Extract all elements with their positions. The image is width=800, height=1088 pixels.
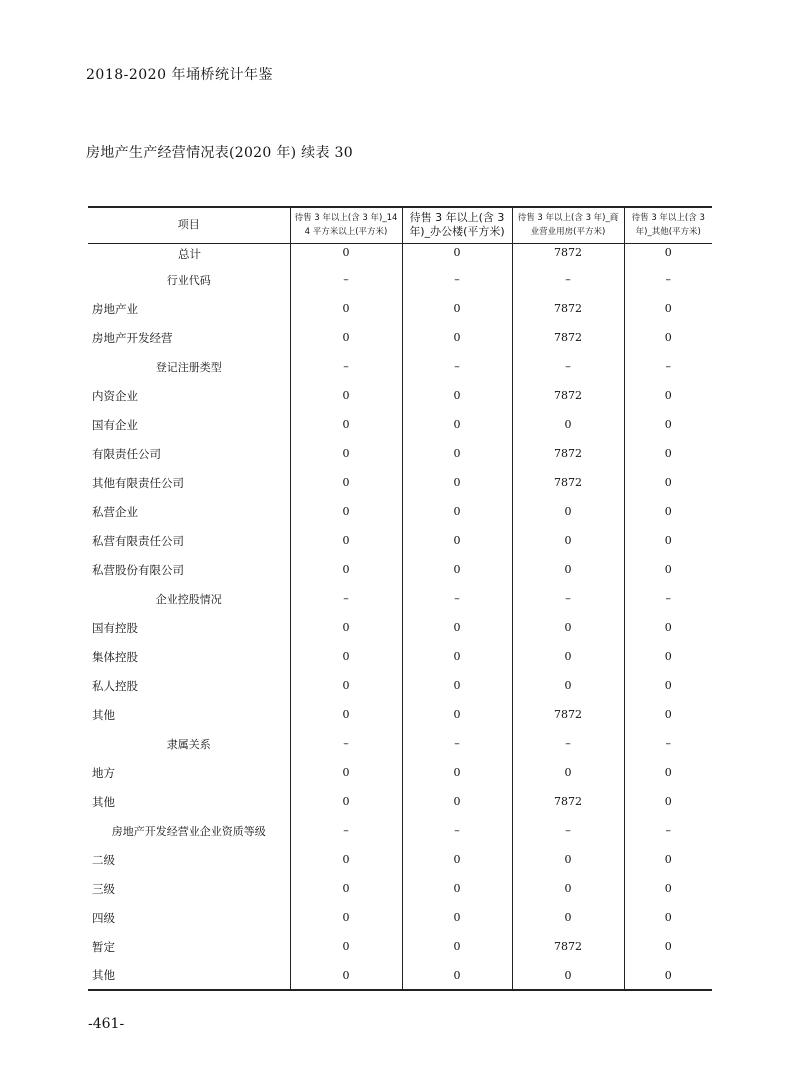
table-row xyxy=(88,294,712,323)
cell-value: – xyxy=(402,352,512,381)
row-label: 有限责任公司 xyxy=(92,446,161,461)
row-label: 私营股份有限公司 xyxy=(92,562,184,577)
cell-value: 7872 xyxy=(512,787,624,816)
cell-value: 7872 xyxy=(512,381,624,410)
cell-value: 0 xyxy=(624,243,712,265)
cell-value: 0 xyxy=(402,468,512,497)
cell-value: 0 xyxy=(290,961,402,990)
table-row xyxy=(88,874,712,903)
cell-value: 7872 xyxy=(512,323,624,352)
cell-value: 0 xyxy=(290,758,402,787)
table-row xyxy=(88,468,712,497)
row-label: 其他 xyxy=(92,707,115,722)
column-header-office: 待售 3 年以上(含 3 年)_办公楼(平方米) xyxy=(402,207,512,243)
table-row xyxy=(88,642,712,671)
table-row xyxy=(88,352,712,381)
column-header-other: 待售 3 年以上(含 3 年)_其他(平方米) xyxy=(624,207,712,243)
row-label: 房地产开发经营 xyxy=(92,330,173,345)
cell-value: 0 xyxy=(402,613,512,642)
cell-value: 0 xyxy=(290,700,402,729)
cell-value: 0 xyxy=(512,526,624,555)
row-label: 其他 xyxy=(88,961,290,990)
statistics-table xyxy=(88,206,712,991)
cell-value: 0 xyxy=(624,439,712,468)
cell-value: 0 xyxy=(624,381,712,410)
cell-value: 0 xyxy=(402,932,512,961)
cell-value: 0 xyxy=(402,243,512,265)
table-row xyxy=(88,845,712,874)
row-group-heading: 企业控股情况 xyxy=(155,592,222,606)
cell-value: 0 xyxy=(290,468,402,497)
table-row xyxy=(88,961,712,990)
cell-value: – xyxy=(512,816,624,845)
table-row xyxy=(88,729,712,758)
row-label: 私人控股 xyxy=(92,678,138,693)
cell-value: 0 xyxy=(290,613,402,642)
cell-value: 0 xyxy=(624,497,712,526)
cell-value: 0 xyxy=(512,555,624,584)
cell-value: – xyxy=(402,265,512,294)
row-group-heading: 登记注册类型 xyxy=(155,360,222,374)
cell-value: 0 xyxy=(512,671,624,700)
cell-value: 0 xyxy=(402,671,512,700)
cell-value: 0 xyxy=(624,555,712,584)
table-row xyxy=(88,526,712,555)
running-header: 2018-2020 年埇桥统计年鉴 xyxy=(86,67,273,83)
table-header-row xyxy=(88,207,712,243)
table-row xyxy=(88,381,712,410)
table-row xyxy=(88,323,712,352)
row-label: 总计 xyxy=(178,246,201,261)
cell-value: 0 xyxy=(402,323,512,352)
row-label: 私营有限责任公司 xyxy=(92,533,184,548)
cell-value: – xyxy=(624,816,712,845)
cell-value: 0 xyxy=(512,642,624,671)
cell-value: 0 xyxy=(624,903,712,932)
cell-value: – xyxy=(624,729,712,758)
cell-value: 0 xyxy=(290,555,402,584)
cell-value: – xyxy=(512,729,624,758)
table-body xyxy=(88,243,712,990)
cell-value: 0 xyxy=(402,642,512,671)
cell-value: 0 xyxy=(512,758,624,787)
cell-value: 0 xyxy=(402,439,512,468)
cell-value: 0 xyxy=(402,700,512,729)
column-header-commercial: 待售 3 年以上(含 3 年)_商业营业用房(平方米) xyxy=(512,207,624,243)
cell-value: 0 xyxy=(624,874,712,903)
cell-value: 0 xyxy=(402,555,512,584)
cell-value: 0 xyxy=(290,903,402,932)
cell-value: 0 xyxy=(290,642,402,671)
cell-value: – xyxy=(624,584,712,613)
table-row xyxy=(88,497,712,526)
cell-value: 0 xyxy=(290,497,402,526)
row-label: 国有控股 xyxy=(92,620,138,635)
cell-value: 0 xyxy=(624,642,712,671)
cell-value: 0 xyxy=(290,439,402,468)
cell-value: – xyxy=(512,584,624,613)
cell-value: 0 xyxy=(290,410,402,439)
cell-value: 0 xyxy=(624,526,712,555)
column-header-144sqm: 待售 3 年以上(含 3 年)_144 平方米以上(平方米) xyxy=(290,207,402,243)
cell-value: – xyxy=(290,352,402,381)
row-label: 四级 xyxy=(92,910,115,925)
cell-value: 0 xyxy=(624,613,712,642)
cell-value: 0 xyxy=(512,497,624,526)
table-row xyxy=(88,671,712,700)
cell-value: 7872 xyxy=(512,243,624,265)
cell-value: 7872 xyxy=(512,294,624,323)
row-label: 私营企业 xyxy=(92,504,138,519)
cell-value: 0 xyxy=(512,874,624,903)
cell-value: 0 xyxy=(290,526,402,555)
cell-value: 0 xyxy=(624,671,712,700)
row-label: 集体控股 xyxy=(92,649,138,664)
row-label: 国有企业 xyxy=(92,417,138,432)
cell-value: 7872 xyxy=(512,468,624,497)
table-row xyxy=(88,410,712,439)
cell-value: 0 xyxy=(512,845,624,874)
cell-value: 0 xyxy=(624,323,712,352)
table-title: 房地产生产经营情况表(2020 年) 续表 30 xyxy=(86,145,353,161)
cell-value: 0 xyxy=(402,961,512,990)
cell-value: 0 xyxy=(290,381,402,410)
row-label: 内资企业 xyxy=(92,388,138,403)
cell-value: – xyxy=(402,816,512,845)
cell-value: 0 xyxy=(402,294,512,323)
cell-value: 0 xyxy=(402,381,512,410)
row-label: 三级 xyxy=(92,881,115,896)
cell-value: – xyxy=(290,584,402,613)
cell-value: 0 xyxy=(402,874,512,903)
cell-value: 0 xyxy=(402,497,512,526)
cell-value: – xyxy=(512,265,624,294)
cell-value: 0 xyxy=(290,845,402,874)
cell-value: 7872 xyxy=(512,700,624,729)
cell-value: 0 xyxy=(402,787,512,816)
cell-value: 0 xyxy=(290,932,402,961)
page-number: -461- xyxy=(88,1016,125,1032)
row-group-heading: 隶属关系 xyxy=(166,737,211,751)
cell-value: – xyxy=(290,816,402,845)
table-row xyxy=(88,555,712,584)
column-header-item: 项目 xyxy=(88,207,290,243)
table-row xyxy=(88,700,712,729)
table-row xyxy=(88,758,712,787)
row-group-heading: 行业代码 xyxy=(166,273,211,287)
cell-value: 0 xyxy=(512,961,624,990)
cell-value: 0 xyxy=(290,874,402,903)
table-row xyxy=(88,439,712,468)
row-label: 其他 xyxy=(92,794,115,809)
cell-value: 0 xyxy=(624,758,712,787)
row-label: 二级 xyxy=(92,852,115,867)
cell-value: 0 xyxy=(624,468,712,497)
cell-value: – xyxy=(290,729,402,758)
table-row xyxy=(88,584,712,613)
cell-value: – xyxy=(512,352,624,381)
cell-value: 7872 xyxy=(512,932,624,961)
cell-value: 0 xyxy=(290,323,402,352)
cell-value: 0 xyxy=(290,294,402,323)
table-row xyxy=(88,903,712,932)
cell-value: – xyxy=(402,729,512,758)
cell-value: 7872 xyxy=(512,439,624,468)
cell-value: 0 xyxy=(624,294,712,323)
cell-value: 0 xyxy=(402,410,512,439)
row-label: 暂定 xyxy=(92,939,115,954)
cell-value: – xyxy=(402,584,512,613)
cell-value: 0 xyxy=(512,410,624,439)
row-group-heading: 房地产开发经营业企业资质等级 xyxy=(111,824,266,838)
row-label: 地方 xyxy=(92,765,115,780)
table-row xyxy=(88,265,712,294)
cell-value: 0 xyxy=(402,758,512,787)
cell-value: 0 xyxy=(402,845,512,874)
cell-value: – xyxy=(624,265,712,294)
cell-value: 0 xyxy=(624,961,712,990)
cell-value: – xyxy=(624,352,712,381)
cell-value: 0 xyxy=(402,903,512,932)
cell-value: 0 xyxy=(402,526,512,555)
cell-value: – xyxy=(290,265,402,294)
cell-value: 0 xyxy=(290,243,402,265)
table-row xyxy=(88,932,712,961)
cell-value: 0 xyxy=(624,787,712,816)
row-label: 其他有限责任公司 xyxy=(92,475,184,490)
cell-value: 0 xyxy=(624,932,712,961)
cell-value: 0 xyxy=(512,903,624,932)
table-row xyxy=(88,816,712,845)
cell-value: 0 xyxy=(624,410,712,439)
table-row xyxy=(88,243,712,265)
table-row xyxy=(88,787,712,816)
cell-value: 0 xyxy=(512,613,624,642)
table-row xyxy=(88,613,712,642)
cell-value: 0 xyxy=(290,671,402,700)
cell-value: 0 xyxy=(290,787,402,816)
row-label: 房地产业 xyxy=(92,301,138,316)
cell-value: 0 xyxy=(624,700,712,729)
cell-value: 0 xyxy=(624,845,712,874)
